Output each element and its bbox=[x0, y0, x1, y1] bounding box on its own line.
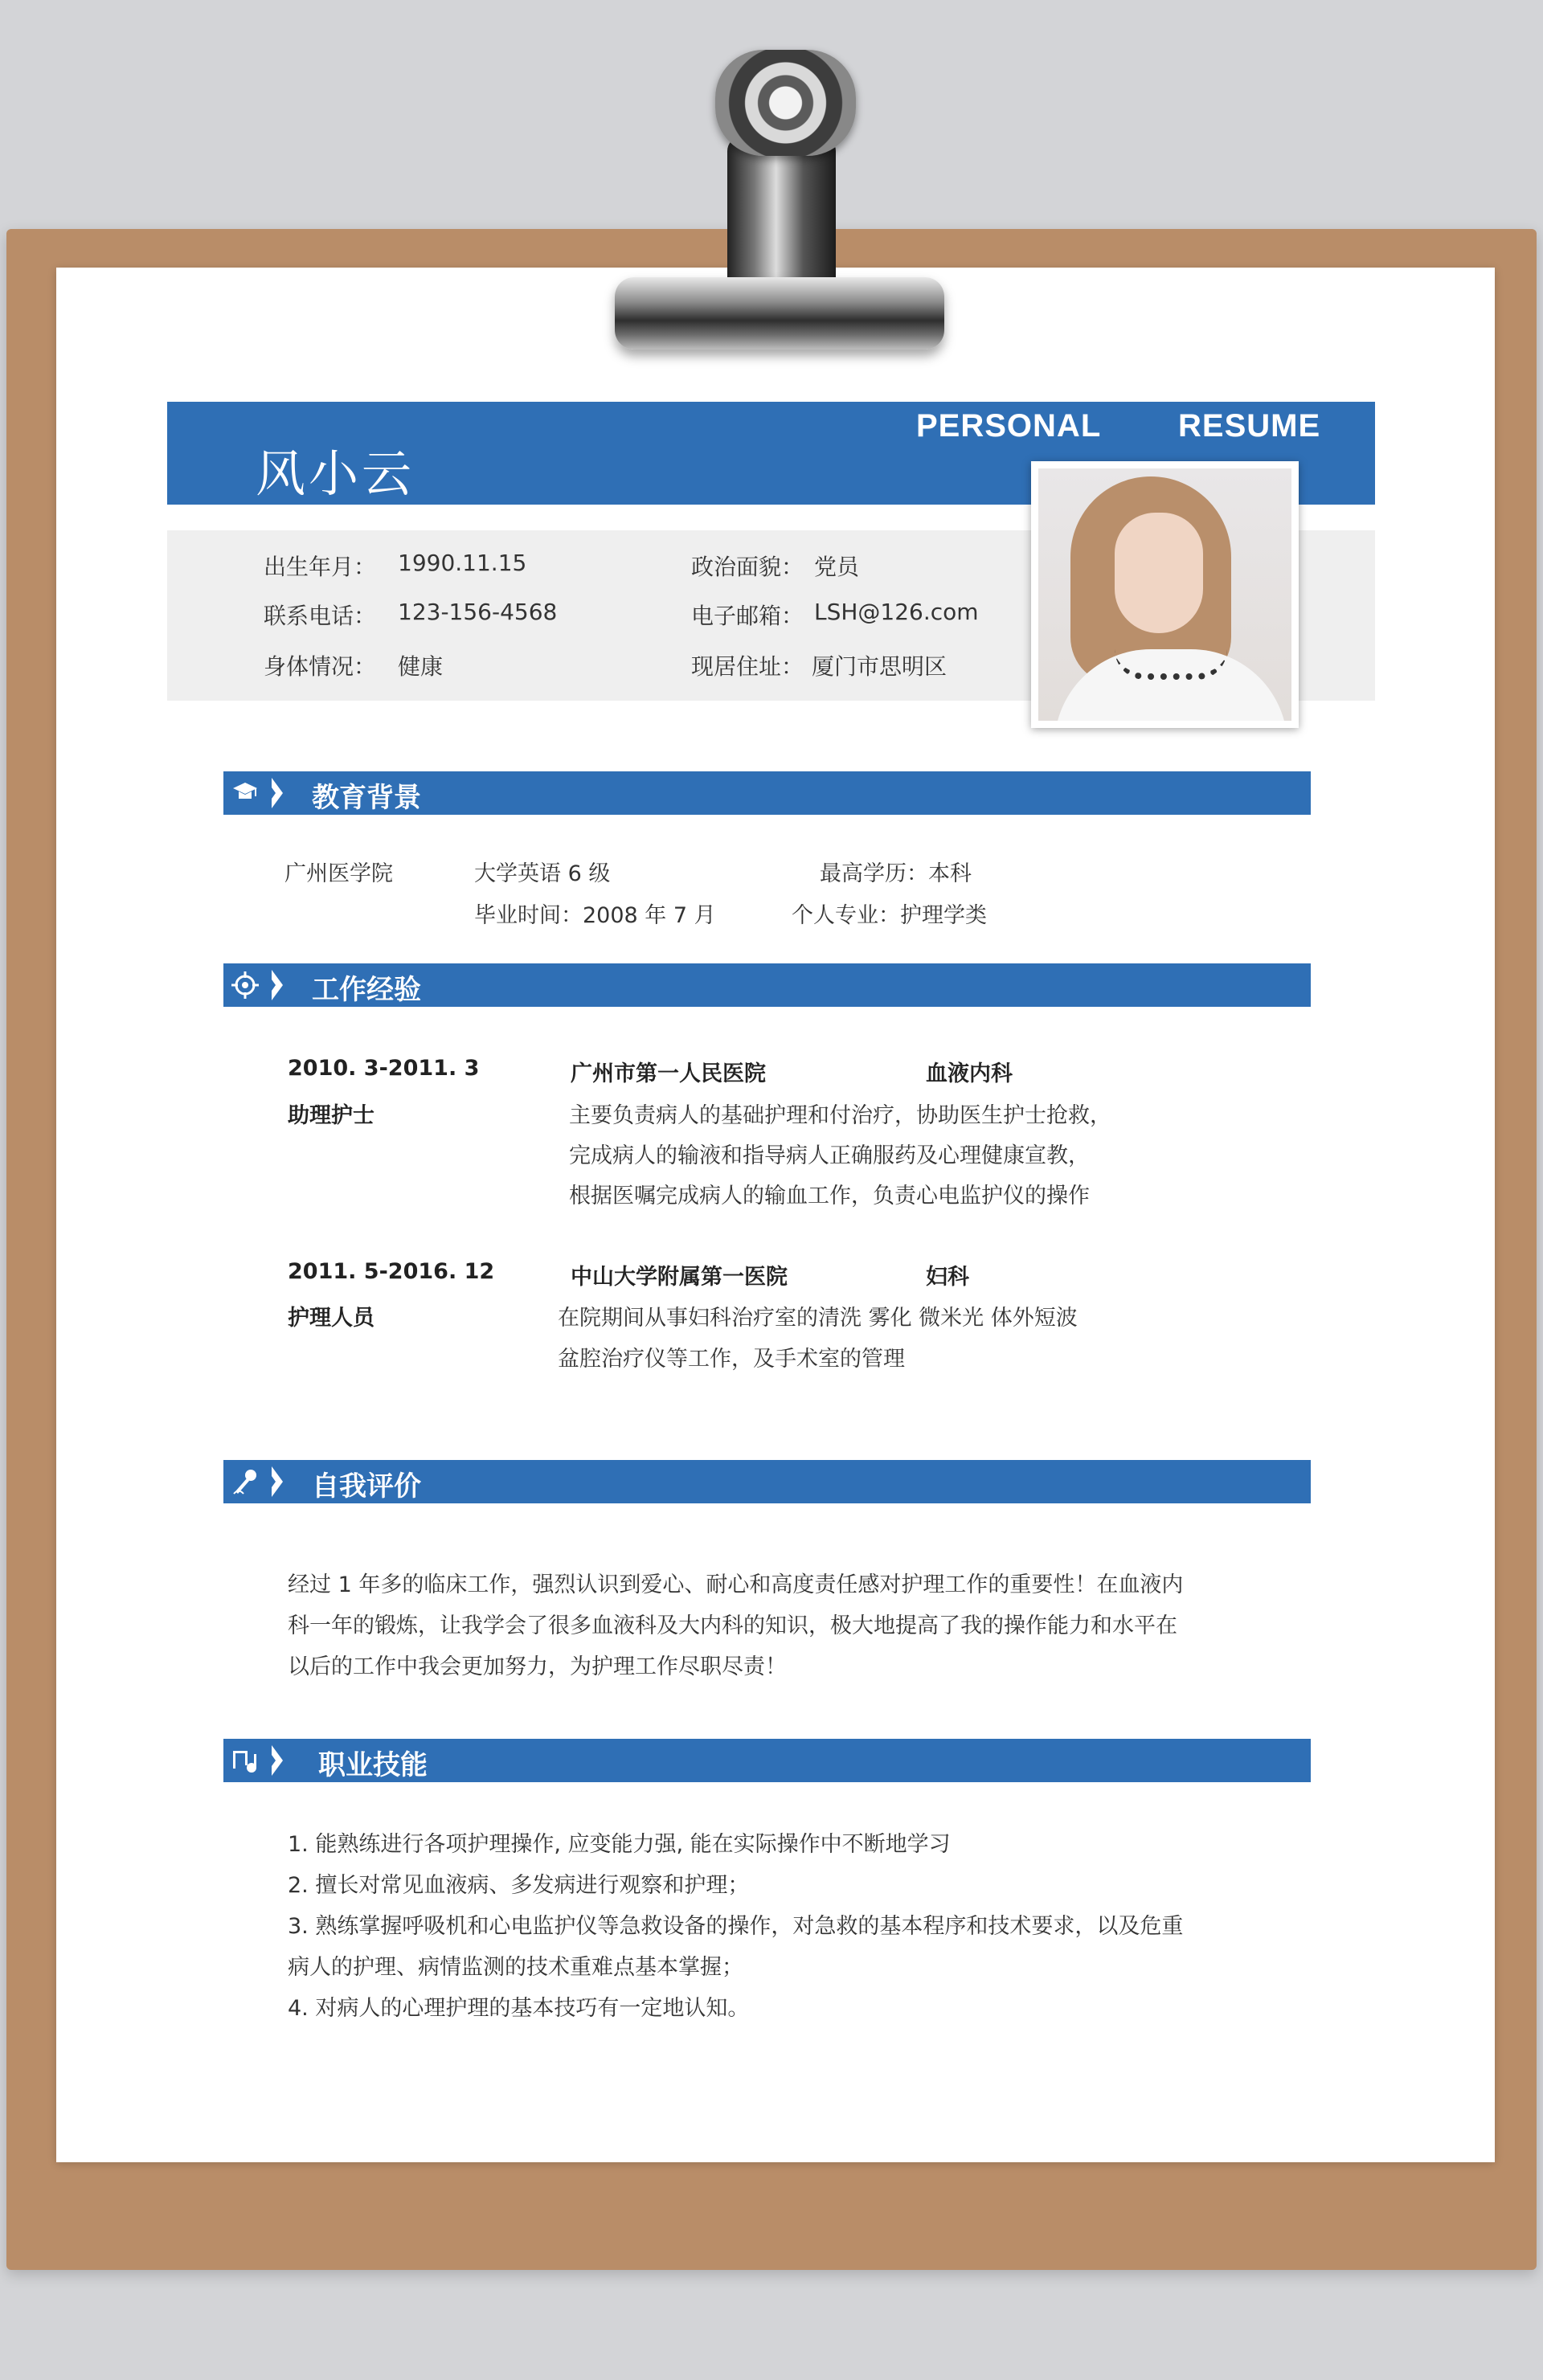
chevron-right-icon bbox=[272, 1466, 283, 1497]
graduation-date: 毕业时间：2008 年 7 月 bbox=[474, 903, 716, 928]
english-level: 大学英语 6 级 bbox=[474, 861, 611, 886]
birth-label: 出生年月： bbox=[264, 554, 377, 580]
party-label: 政治面貌： bbox=[691, 554, 804, 580]
chevron-right-icon bbox=[272, 970, 283, 1000]
graduation-cap-icon bbox=[223, 771, 267, 815]
self-eval-line: 科一年的锻炼，让我学会了很多血液科及大内科的知识，极大地提高了我的操作能力和水平在 bbox=[288, 1613, 1177, 1638]
job1-desc-line: 根据医嘱完成病人的输血工作，负责心电监护仪的操作 bbox=[569, 1184, 1090, 1208]
skill-line: 4. 对病人的心理护理的基本技巧有一定地认知。 bbox=[288, 1996, 750, 2021]
skill-line: 1. 能熟练进行各项护理操作, 应变能力强, 能在实际操作中不断地学习 bbox=[288, 1832, 951, 1857]
job2-desc-line: 在院期间从事妇科治疗室的清洗 雾化 微米光 体外短波 bbox=[558, 1306, 1078, 1331]
skill-line: 2. 擅长对常见血液病、多发病进行观察和护理； bbox=[288, 1873, 750, 1898]
phone-value: 123-156-4568 bbox=[398, 599, 558, 625]
section-skills bbox=[223, 1739, 1311, 1782]
portrait-image bbox=[1038, 468, 1291, 721]
job1-role: 助理护士 bbox=[288, 1103, 374, 1128]
skill-line: 3. 熟练掌握呼吸机和心电监护仪等急救设备的操作，对急救的基本程序和技术要求，以及危重 bbox=[288, 1914, 1184, 1939]
header-tag-resume: RESUME bbox=[1178, 408, 1321, 444]
header-tag-personal: PERSONAL bbox=[916, 408, 1102, 444]
highest-degree: 最高学历：本科 bbox=[820, 861, 972, 886]
clip-stem bbox=[727, 137, 836, 289]
job1-hospital: 广州市第一人民医院 bbox=[571, 1061, 766, 1086]
health-label: 身体情况： bbox=[264, 653, 377, 680]
clip-base bbox=[615, 277, 944, 350]
section-education bbox=[223, 771, 1311, 815]
section-title-education: 教育背景 bbox=[312, 782, 421, 814]
section-title-skills: 职业技能 bbox=[318, 1749, 428, 1781]
self-eval-line: 以后的工作中我会更加努力，为护理工作尽职尽责！ bbox=[288, 1654, 787, 1679]
job1-desc-line: 主要负责病人的基础护理和付治疗，协助医生护士抢救， bbox=[569, 1103, 1111, 1128]
skill-line: 病人的护理、病情监测的技术重难点基本掌握； bbox=[288, 1955, 743, 1980]
chevron-right-icon bbox=[272, 778, 283, 808]
section-title-work: 工作经验 bbox=[312, 974, 421, 1006]
email-label: 电子邮箱： bbox=[691, 603, 804, 629]
chevron-right-icon bbox=[272, 1745, 283, 1776]
phone-label: 联系电话： bbox=[264, 603, 377, 629]
party-value: 党员 bbox=[814, 554, 860, 580]
job2-hospital: 中山大学附属第一医院 bbox=[571, 1265, 788, 1290]
microphone-icon bbox=[223, 1460, 267, 1503]
self-eval-line: 经过 1 年多的临床工作，强烈认识到爱心、耐心和高度责任感对护理工作的重要性！在血液内 bbox=[288, 1572, 1184, 1597]
major: 个人专业：护理学类 bbox=[792, 903, 987, 928]
address-label: 现居住址： bbox=[691, 653, 804, 680]
job2-period: 2011. 5-2016. 12 bbox=[288, 1259, 495, 1284]
job2-department: 妇科 bbox=[926, 1265, 969, 1290]
job1-desc-line: 完成病人的输液和指导病人正确服药及心理健康宣教， bbox=[569, 1143, 1090, 1168]
job1-period: 2010. 3-2011. 3 bbox=[288, 1056, 480, 1081]
job2-role: 护理人员 bbox=[288, 1306, 374, 1331]
target-icon bbox=[223, 963, 267, 1007]
section-title-self-evaluation: 自我评价 bbox=[312, 1470, 421, 1503]
school-name: 广州医学院 bbox=[284, 861, 393, 886]
health-value: 健康 bbox=[398, 653, 444, 680]
candidate-name: 风小云 bbox=[256, 444, 415, 503]
portrait-collar bbox=[1115, 649, 1227, 680]
music-note-icon bbox=[223, 1739, 267, 1782]
section-self-evaluation bbox=[223, 1460, 1311, 1503]
job1-department: 血液内科 bbox=[926, 1061, 1013, 1086]
profile-photo bbox=[1031, 461, 1299, 728]
email-value: LSH@126.com bbox=[814, 599, 979, 625]
job2-desc-line: 盆腔治疗仪等工作，及手术室的管理 bbox=[558, 1347, 905, 1372]
address-value: 厦门市思明区 bbox=[812, 653, 947, 680]
portrait-face bbox=[1115, 513, 1203, 633]
birth-value: 1990.11.15 bbox=[398, 550, 527, 576]
section-work bbox=[223, 963, 1311, 1007]
binder-clip-icon bbox=[715, 50, 856, 156]
